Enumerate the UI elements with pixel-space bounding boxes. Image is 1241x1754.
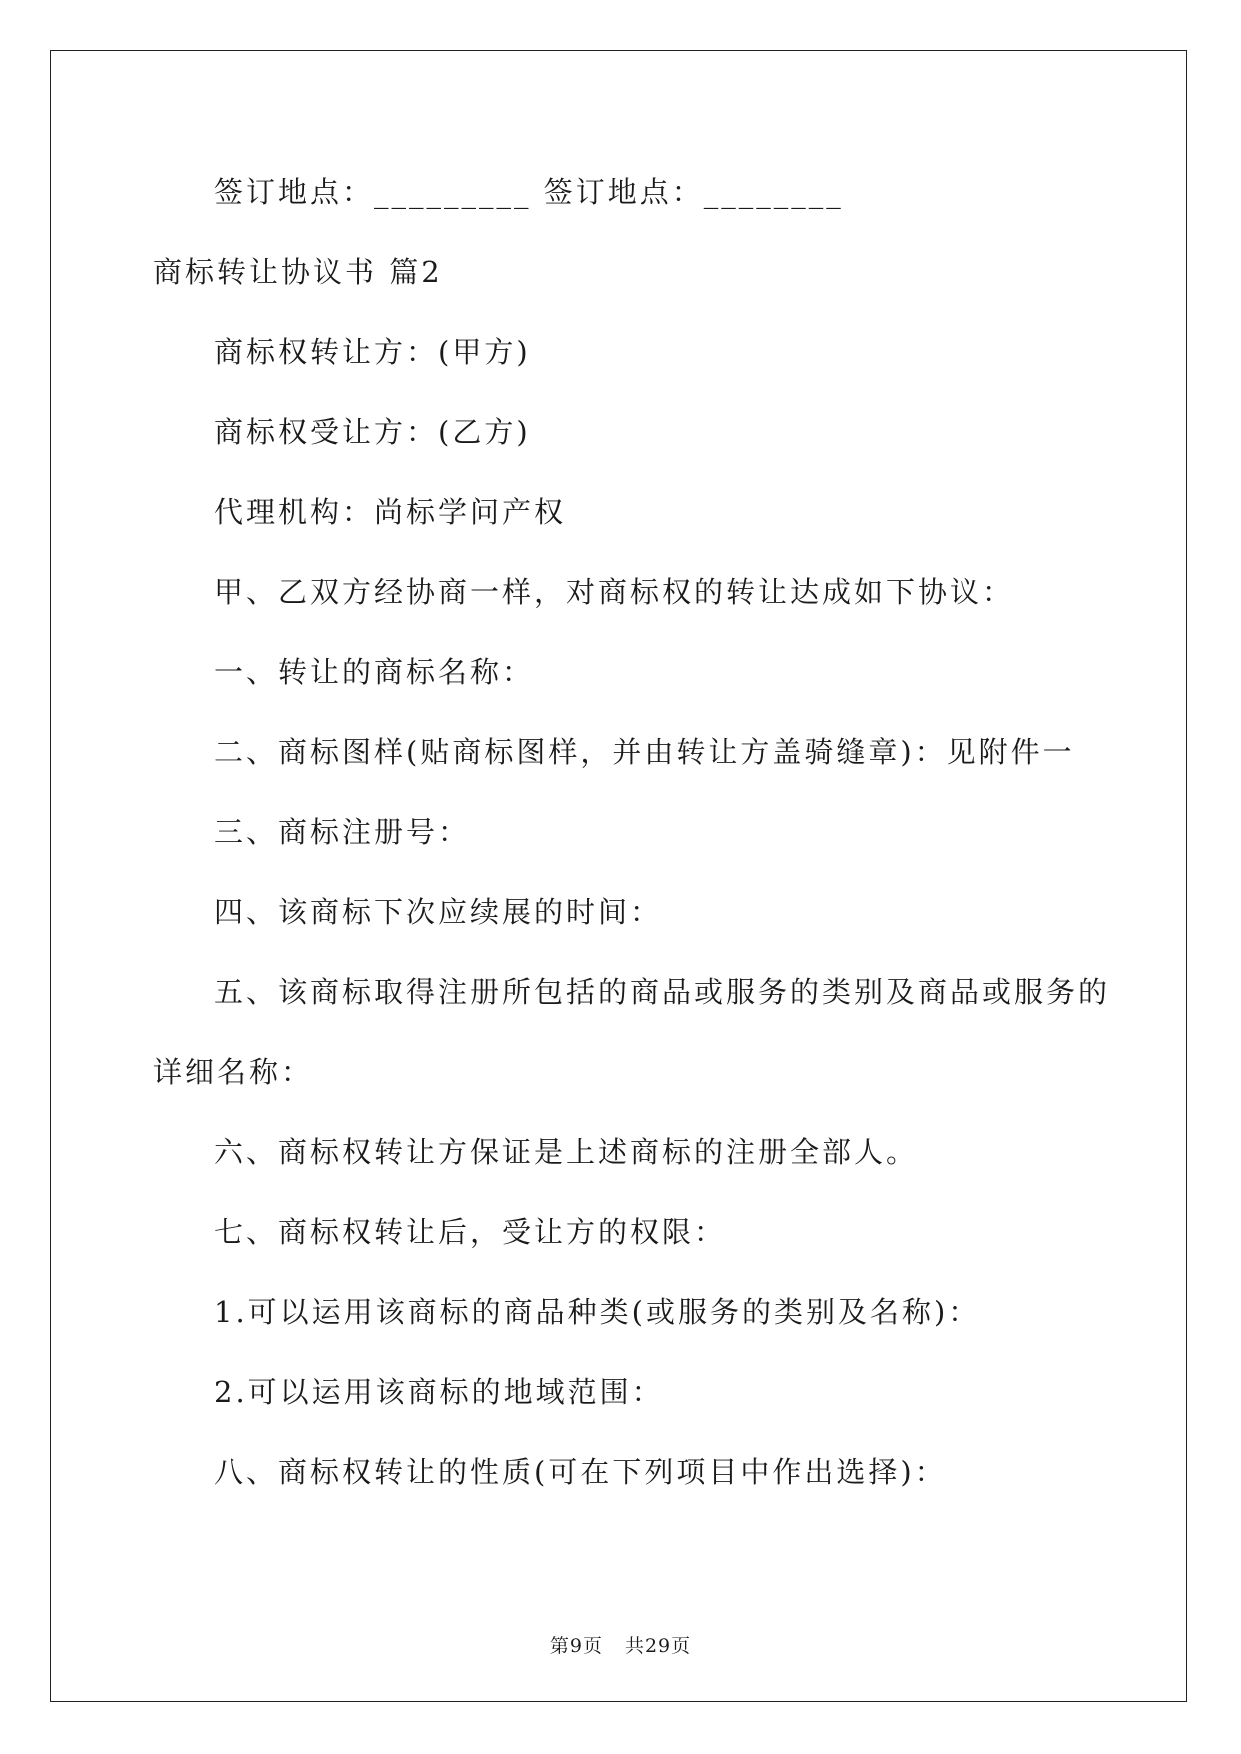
transferor-line: 商标权转让方：(甲方) — [214, 335, 531, 369]
clause-3: 三、商标注册号： — [214, 815, 471, 849]
clause-7-item-2: 2.可以运用该商标的地域范围： — [214, 1375, 664, 1409]
clause-7: 七、商标权转让后，受让方的权限： — [214, 1215, 727, 1249]
clause-8: 八、商标权转让的性质(可在下列项目中作出选择)： — [214, 1455, 947, 1489]
agreement-intro: 甲、乙双方经协商一样，对商标权的转让达成如下协议： — [214, 575, 1015, 609]
clause-6: 六、商标权转让方保证是上述商标的注册全部人。 — [214, 1135, 919, 1169]
clause-7-item-1: 1.可以运用该商标的商品种类(或服务的类别及名称)： — [214, 1295, 981, 1329]
clause-4: 四、该商标下次应续展的时间： — [214, 895, 663, 929]
clause-1: 一、转让的商标名称： — [214, 655, 535, 689]
section-heading: 商标转让协议书 篇2 — [153, 255, 443, 289]
signing-location-line: 签订地点：_________ 签订地点：________ — [214, 175, 844, 209]
transferee-line: 商标权受让方：(乙方) — [214, 415, 531, 449]
page-total: 共29页 — [624, 1635, 692, 1657]
agency-line: 代理机构：尚标学问产权 — [214, 495, 567, 529]
clause-5-continued: 详细名称： — [153, 1055, 314, 1089]
page-footer — [0, 1637, 1241, 1656]
clause-5: 五、该商标取得注册所包括的商品或服务的类别及商品或服务的 — [214, 975, 1111, 1009]
clause-2: 二、商标图样(贴商标图样，并由转让方盖骑缝章)：见附件一 — [214, 735, 1075, 769]
page-number: 第9页 — [549, 1635, 603, 1657]
